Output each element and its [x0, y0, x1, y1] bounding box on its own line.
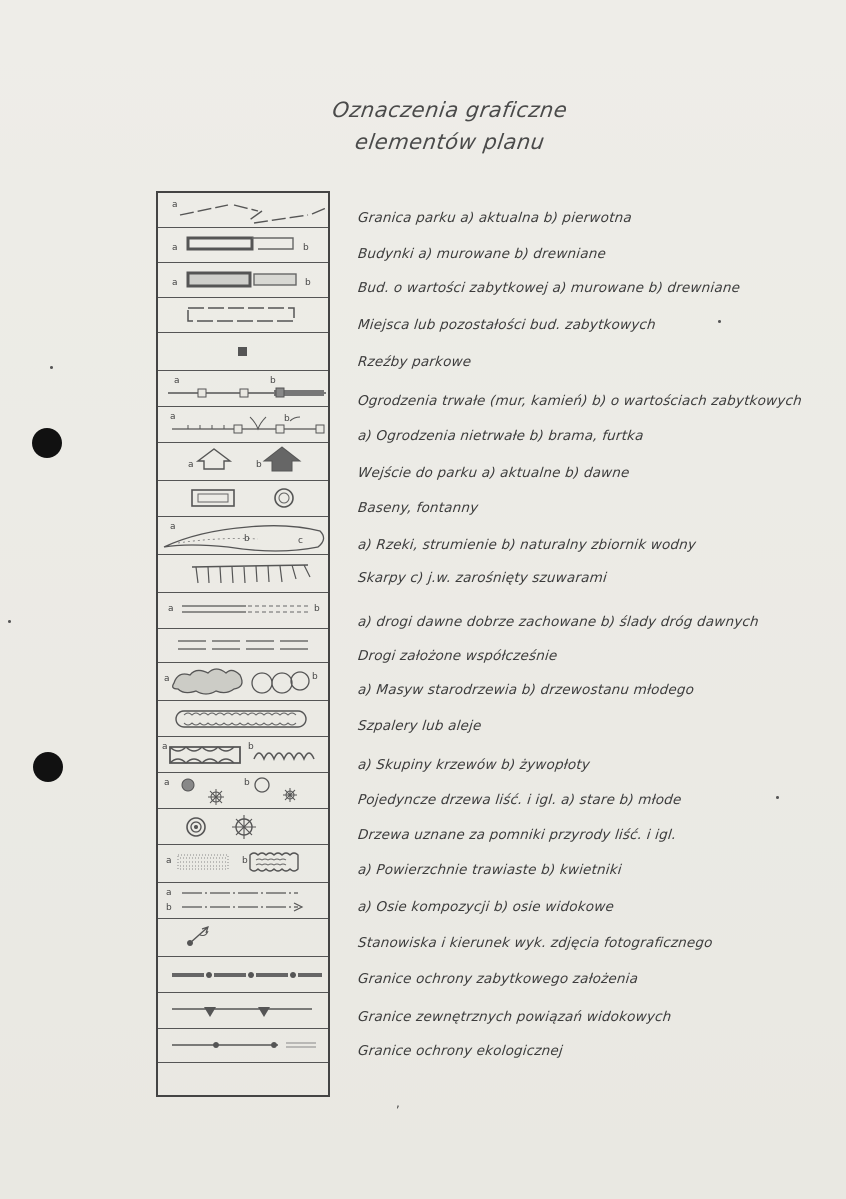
lawn-flowerbed-icon	[158, 845, 328, 883]
svg-text:a: a	[172, 243, 178, 253]
svg-text:a: a	[172, 278, 178, 288]
svg-text:a: a	[168, 604, 174, 614]
legend-text: Pojedyncze drzewa liść. i igl. a) stare b) młode	[357, 792, 683, 808]
punch-hole-bottom	[33, 752, 63, 782]
fence-icon	[158, 371, 328, 407]
legend-text: Granice ochrony zabytkowego założenia	[357, 971, 639, 987]
svg-text:a: a	[172, 200, 178, 210]
new-road-icon	[158, 629, 328, 663]
legend-text: a) Ogrodzenia nietrwałe b) brama, furtka	[357, 428, 645, 444]
legend-text: Ogrodzenia trwałe (mur, kamień) b) o wartościach zabytkowych	[357, 393, 803, 409]
legend-text: Granice zewnętrznych powiązań widokowych	[357, 1009, 673, 1025]
old-road-icon	[158, 593, 328, 629]
punch-hole-top	[32, 428, 62, 458]
legend-text: Szpalery lub aleje	[357, 718, 483, 734]
svg-text:a: a	[174, 376, 180, 386]
axis-icon	[158, 883, 328, 919]
legend-text: Stanowiska i kierunek wyk. zdjęcia fotograficznego	[357, 935, 714, 951]
svg-text:b: b	[244, 778, 250, 788]
svg-text:b: b	[244, 534, 250, 544]
historic-building-icon	[158, 263, 328, 298]
legend-text: a) Rzeki, strumienie b) naturalny zbiornik wodny	[357, 537, 698, 553]
legend-text: Granica parku a) aktualna b) pierwotna	[357, 210, 633, 226]
svg-text:a: a	[164, 778, 170, 788]
legend-text: Budynki a) murowane b) drewniane	[357, 246, 607, 262]
legend-text: a) drogi dawne dobrze zachowane b) ślady dróg dawnych	[357, 614, 760, 630]
svg-text:b: b	[270, 376, 276, 386]
svg-text:a: a	[188, 460, 194, 470]
svg-text:a: a	[170, 522, 176, 532]
legend-text: Miejsca lub pozostałości bud. zabytkowych	[357, 317, 657, 333]
legend-text: Bud. o wartości zabytkowej a) murowane b) drewniane	[357, 280, 742, 296]
svg-text:a: a	[162, 742, 168, 752]
footer-mark: ,	[396, 1096, 400, 1110]
svg-text:a: a	[166, 856, 172, 866]
svg-text:b: b	[303, 243, 309, 253]
title-line-2: elementów planu	[353, 130, 547, 154]
boundary-line-icon	[158, 193, 328, 228]
legend-symbol-table	[156, 191, 330, 1097]
legend-text: Baseny, fontanny	[357, 500, 480, 516]
legend-text: Rzeźby parkowe	[357, 354, 473, 370]
svg-text:b: b	[312, 672, 318, 682]
dashed-rectangle-icon	[158, 298, 328, 333]
legend-text: a) Powierzchnie trawiaste b) kwietniki	[357, 862, 623, 878]
svg-text:b: b	[242, 856, 248, 866]
legend-text: Drzewa uznane za pomniki przyrody liść. i igl.	[357, 827, 678, 843]
building-outline-icon	[158, 228, 328, 263]
legend-text: a) Osie kompozycji b) osie widokowe	[357, 899, 615, 915]
river-icon	[158, 517, 328, 555]
shrub-icon	[158, 737, 328, 773]
paper-speck	[8, 620, 11, 623]
paper-speck	[50, 366, 53, 369]
svg-text:c: c	[298, 536, 303, 546]
svg-text:b: b	[248, 742, 254, 752]
empty-cell-icon	[158, 1063, 328, 1095]
legend-text: Drogi założone współcześnie	[357, 648, 559, 664]
tree-mass-icon	[158, 663, 328, 701]
svg-text:b: b	[305, 278, 311, 288]
entrance-arrow-icon	[158, 443, 328, 481]
sculpture-square-icon	[158, 333, 328, 371]
svg-text:a: a	[164, 674, 170, 684]
title-line-1: Oznaczenia graficzne	[330, 98, 570, 122]
legend-text: Wejście do parku a) aktualne b) dawne	[357, 465, 631, 481]
svg-text:b: b	[284, 414, 290, 424]
gate-fence-icon	[158, 407, 328, 443]
legend-text: a) Masyw starodrzewia b) drzewostanu młodego	[357, 682, 695, 698]
eco-boundary-icon	[158, 1029, 328, 1063]
svg-text:a: a	[166, 888, 172, 898]
legend-text: Skarpy c) j.w. zarośnięty szuwarami	[357, 570, 608, 586]
svg-text:b: b	[256, 460, 262, 470]
alley-icon	[158, 701, 328, 737]
legend-text: Granice ochrony ekologicznej	[357, 1043, 564, 1059]
fountain-icon	[158, 481, 328, 517]
monument-tree-icon	[158, 809, 328, 845]
svg-text:b: b	[166, 903, 172, 913]
photo-point-icon	[158, 919, 328, 957]
single-tree-icon	[158, 773, 328, 809]
heritage-boundary-icon	[158, 957, 328, 993]
svg-text:b: b	[314, 604, 320, 614]
legend-text: a) Skupiny krzewów b) żywopłoty	[357, 757, 591, 773]
svg-text:a: a	[170, 412, 176, 422]
view-boundary-icon	[158, 993, 328, 1029]
slope-icon	[158, 555, 328, 593]
